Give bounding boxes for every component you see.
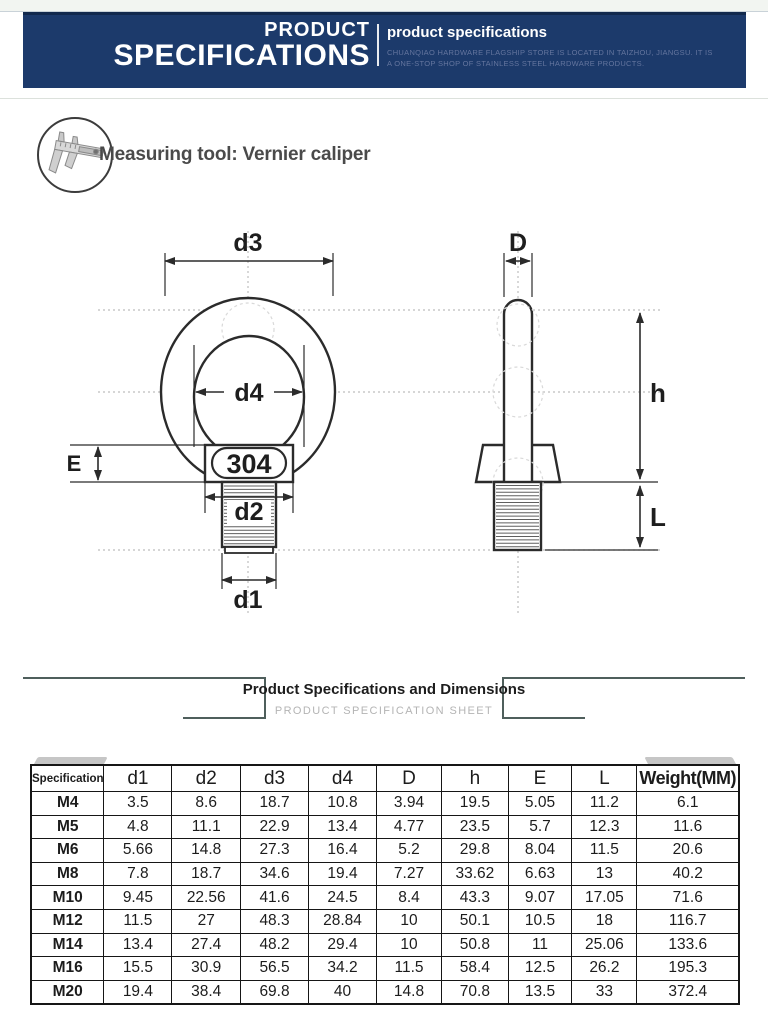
value-cell: 13.4 — [104, 933, 172, 957]
value-cell: 9.07 — [508, 886, 572, 910]
dim-label-h: h — [650, 378, 666, 408]
value-cell: 10 — [376, 933, 441, 957]
spec-cell: M20 — [31, 980, 104, 1004]
value-cell: 6.63 — [508, 862, 572, 886]
value-cell: 58.4 — [442, 957, 509, 981]
value-cell: 5.7 — [508, 815, 572, 839]
value-cell: 5.66 — [104, 839, 172, 863]
value-cell: 13.4 — [309, 815, 377, 839]
header-title-line2: SPECIFICATIONS — [113, 39, 370, 72]
value-cell: 3.94 — [376, 792, 441, 816]
value-cell: 18.7 — [241, 792, 309, 816]
value-cell: 50.8 — [442, 933, 509, 957]
column-header-d1: d1 — [104, 765, 172, 792]
value-cell: 12.3 — [572, 815, 637, 839]
value-cell: 7.8 — [104, 862, 172, 886]
value-cell: 9.45 — [104, 886, 172, 910]
header-divider-line — [377, 24, 379, 66]
spec-table — [30, 764, 740, 1005]
table-row — [31, 886, 739, 910]
value-cell: 40.2 — [637, 862, 739, 886]
value-cell: 43.3 — [442, 886, 509, 910]
header-right-sub1: CHUANQIAO HARDWARE FLAGSHIP STORE IS LOCATED IN TAIZHOU, JIANGSU. IT IS — [387, 48, 713, 57]
value-cell: 30.9 — [172, 957, 241, 981]
value-cell: 14.8 — [376, 980, 441, 1004]
spec-table-body — [31, 792, 739, 1005]
value-cell: 18.7 — [172, 862, 241, 886]
value-cell: 41.6 — [241, 886, 309, 910]
dim-label-L: L — [650, 502, 666, 532]
value-cell: 11 — [508, 933, 572, 957]
value-cell: 195.3 — [637, 957, 739, 981]
value-cell: 22.56 — [172, 886, 241, 910]
spec-cell: M16 — [31, 957, 104, 981]
value-cell: 5.2 — [376, 839, 441, 863]
section-title: Product Specifications and Dimensions — [242, 681, 526, 698]
value-cell: 7.27 — [376, 862, 441, 886]
measuring-tool-label: Measuring tool: Vernier caliper — [99, 144, 371, 165]
column-header-weight-mm-: Weight(MM) — [637, 765, 739, 792]
value-cell: 8.4 — [376, 886, 441, 910]
value-cell: 10.8 — [309, 792, 377, 816]
column-header-d4: d4 — [309, 765, 377, 792]
value-cell: 23.5 — [442, 815, 509, 839]
header-band — [23, 12, 746, 88]
table-row — [31, 862, 739, 886]
section-subtitle: PRODUCT SPECIFICATION SHEET — [274, 705, 494, 717]
value-cell: 11.5 — [376, 957, 441, 981]
column-header-specification: Specification — [31, 765, 104, 792]
value-cell: 33.62 — [442, 862, 509, 886]
header-right-title: product specifications — [387, 24, 548, 41]
header-title-line1: PRODUCT — [264, 19, 370, 41]
value-cell: 27.4 — [172, 933, 241, 957]
value-cell: 12.5 — [508, 957, 572, 981]
value-cell: 27 — [172, 909, 241, 933]
value-cell: 11.5 — [104, 909, 172, 933]
column-header-h: h — [442, 765, 509, 792]
dim-label-D: D — [508, 229, 528, 257]
table-row — [31, 815, 739, 839]
value-cell: 5.05 — [508, 792, 572, 816]
value-cell: 40 — [309, 980, 377, 1004]
value-cell: 6.1 — [637, 792, 739, 816]
value-cell: 10.5 — [508, 909, 572, 933]
value-cell: 38.4 — [172, 980, 241, 1004]
value-cell: 56.5 — [241, 957, 309, 981]
table-row — [31, 909, 739, 933]
header-title-block — [23, 19, 370, 71]
material-stamp: 304 — [226, 449, 272, 479]
value-cell: 19.4 — [104, 980, 172, 1004]
spec-cell: M8 — [31, 862, 104, 886]
dim-label-d3: d3 — [233, 229, 263, 257]
header-right-subtext — [387, 48, 737, 69]
top-tint-bar — [0, 0, 768, 12]
column-header-d2: d2 — [172, 765, 241, 792]
value-cell: 26.2 — [572, 957, 637, 981]
value-cell: 11.2 — [572, 792, 637, 816]
value-cell: 22.9 — [241, 815, 309, 839]
dim-label-d4: d4 — [234, 379, 264, 407]
value-cell: 18 — [572, 909, 637, 933]
value-cell: 69.8 — [241, 980, 309, 1004]
value-cell: 29.8 — [442, 839, 509, 863]
spec-cell: M4 — [31, 792, 104, 816]
table-row — [31, 839, 739, 863]
value-cell: 20.6 — [637, 839, 739, 863]
header-bottom-rule — [0, 98, 768, 99]
value-cell: 33 — [572, 980, 637, 1004]
value-cell: 19.4 — [309, 862, 377, 886]
value-cell: 13.5 — [508, 980, 572, 1004]
value-cell: 133.6 — [637, 933, 739, 957]
value-cell: 19.5 — [442, 792, 509, 816]
eye-bolt-diagram — [0, 195, 768, 660]
value-cell: 25.06 — [572, 933, 637, 957]
value-cell: 4.8 — [104, 815, 172, 839]
column-header-l: L — [572, 765, 637, 792]
value-cell: 116.7 — [637, 909, 739, 933]
value-cell: 34.6 — [241, 862, 309, 886]
value-cell: 15.5 — [104, 957, 172, 981]
value-cell: 14.8 — [172, 839, 241, 863]
value-cell: 29.4 — [309, 933, 377, 957]
header-right-block — [387, 24, 737, 69]
header-right-sub2: A ONE-STOP SHOP OF STAINLESS STEEL HARDWARE PRODUCTS. — [387, 58, 645, 68]
column-header-d3: d3 — [241, 765, 309, 792]
value-cell: 28.84 — [309, 909, 377, 933]
value-cell: 27.3 — [241, 839, 309, 863]
value-cell: 3.5 — [104, 792, 172, 816]
value-cell: 16.4 — [309, 839, 377, 863]
value-cell: 372.4 — [637, 980, 739, 1004]
dim-label-d1: d1 — [233, 586, 263, 614]
value-cell: 8.04 — [508, 839, 572, 863]
table-header-row — [31, 765, 739, 792]
value-cell: 11.1 — [172, 815, 241, 839]
value-cell: 11.5 — [572, 839, 637, 863]
column-header-d: D — [376, 765, 441, 792]
value-cell: 70.8 — [442, 980, 509, 1004]
dim-label-e: E — [66, 451, 82, 476]
value-cell: 17.05 — [572, 886, 637, 910]
value-cell: 71.6 — [637, 886, 739, 910]
value-cell: 34.2 — [309, 957, 377, 981]
table-row — [31, 792, 739, 816]
value-cell: 50.1 — [442, 909, 509, 933]
value-cell: 11.6 — [637, 815, 739, 839]
value-cell: 48.3 — [241, 909, 309, 933]
table-row — [31, 957, 739, 981]
column-header-e: E — [508, 765, 572, 792]
value-cell: 24.5 — [309, 886, 377, 910]
value-cell: 48.2 — [241, 933, 309, 957]
spec-cell: M12 — [31, 909, 104, 933]
spec-cell: M10 — [31, 886, 104, 910]
dim-label-d2: d2 — [234, 498, 264, 526]
value-cell: 13 — [572, 862, 637, 886]
spec-cell: M6 — [31, 839, 104, 863]
spec-cell: M5 — [31, 815, 104, 839]
table-row — [31, 933, 739, 957]
value-cell: 10 — [376, 909, 441, 933]
value-cell: 4.77 — [376, 815, 441, 839]
spec-cell: M14 — [31, 933, 104, 957]
value-cell: 8.6 — [172, 792, 241, 816]
table-row — [31, 980, 739, 1004]
